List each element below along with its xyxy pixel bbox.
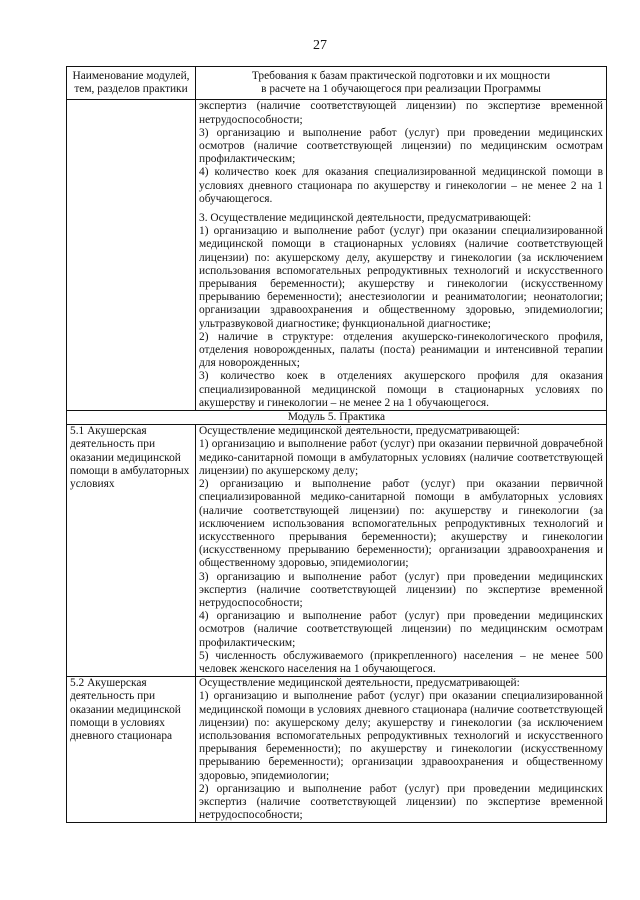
section3-item: 3) количество коек в отделениях акушерского профиля для оказания специализированной медицинской помощи в стационарных условиях по акушерству и гинекологии – не менее 2 на 1 обучающегося. (199, 370, 603, 409)
row-item: 2) организацию и выполнение работ (услуг) при проведении медицинских экспертиз (наличие соответствующей лицензии) по экспертизе временной нетрудоспособности; (199, 782, 603, 822)
row-item: 1) организацию и выполнение работ (услуг) при оказании первичной доврачебной медико-санитарной помощи в амбулаторных условиях (наличие соответствующей лицензии) по акушерскому делу; (199, 438, 603, 477)
row-item: 1) организацию и выполнение работ (услуг) при оказании специализированной медицинской помощи в условиях дневного стационара (наличие соответствующей лицензии) по: акушерскому делу; акушерству и гинекологии (за исключением использования вспомогательных репродуктивных технологий и искусственного прерывания беременности); по акушерству и гинекологии (искусственному прерыванию беременности); организации здравоохранения и общественному здоровью, эпидемиологии; (199, 690, 603, 782)
row-requirements (196, 677, 607, 823)
header-requirements (196, 67, 607, 100)
requirements-table (66, 66, 607, 823)
continued-item: 4) количество коек для оказания специализированной медицинской помощи в условиях дневного стационара по акушерству и гинекологии – не менее 2 на 1 обучающегося. (199, 166, 603, 205)
row-item: 5) численность обслуживаемого (прикрепленного) населения – не менее 500 человек женского населения на 1 обучающегося. (199, 649, 603, 675)
table-row-continued (67, 100, 607, 411)
continued-item: экспертиз (наличие соответствующей лицензии) по экспертизе временной нетрудоспособности; (199, 100, 603, 126)
continued-item: 3) организацию и выполнение работ (услуг) при проведении медицинских осмотров (наличие соответствующей лицензии) по медицинским осмотрам профилактическим; (199, 126, 603, 166)
table-row (67, 425, 607, 677)
section3-item: 1) организацию и выполнение работ (услуг) при оказании специализированной медицинской помощи в стационарных условиях (наличие соответствующей лицензии) по: акушерскому делу, акушерству и гинекологии (за исключением использования вспомогательных репродуктивных технологий и искусственного прерывания беременности); акушерству и гинекологии (искусственному прерыванию беременности); анестезиологии и реаниматологии; неонатологии; организации здравоохранения и общественному здоровью, эпидемиологии; ультразвуковой диагностике; функциональной диагностике; (199, 225, 603, 330)
continued-name-cell (67, 100, 196, 411)
table-header-row (67, 67, 607, 100)
header-modules: Наименование модулей, тем, разделов практики (67, 67, 196, 100)
row-item: 3) организацию и выполнение работ (услуг) при проведении медицинских экспертиз (наличие соответствующей лицензии) по экспертизе временной нетрудоспособности; (199, 570, 603, 609)
header-requirements-line2: в расчете на 1 обучающегося при реализации Программы (261, 83, 541, 96)
table-row (67, 677, 607, 823)
page-number: 27 (313, 38, 327, 53)
row-item: 4) организацию и выполнение работ (услуг) при проведении медицинских осмотров (наличие соответствующей лицензии) по медицинским осмотрам профилактическим; (199, 610, 603, 649)
header-requirements-line1: Требования к базам практической подготовки и их мощности (251, 70, 551, 82)
module-title-row (67, 411, 607, 425)
row-item: 2) организацию и выполнение работ (услуг) при оказании первичной специализированной медико-санитарной помощи в амбулаторных условиях (наличие соответствующей лицензии) по: акушерству и гинекологии (за исключением использования вспомогательных репродуктивных технологий и искусственного прерывания беременности); акушерству и гинекологии (искусственному прерыванию беременности); организации здравоохранения и общественному здоровью, эпидемиологии; (199, 478, 603, 570)
continued-requirements-cell (196, 100, 607, 411)
row-intro: Осуществление медицинской деятельности, предусматривающей: (199, 677, 520, 690)
row-requirements (196, 425, 607, 677)
row-name: 5.1 Акушерская деятельность при оказании медицинской помощи в амбулаторных условиях (67, 425, 196, 677)
row-intro: Осуществление медицинской деятельности, предусматривающей: (199, 425, 520, 438)
row-name: 5.2 Акушерская деятельность при оказании медицинской помощи в условиях дневного стационара (67, 677, 196, 823)
section3-item: 2) наличие в структуре: отделения акушерско-гинекологического профиля, отделения новорожденных, палаты (поста) реанимации и интенсивной терапии для новорожденных; (199, 330, 603, 370)
module-title: Модуль 5. Практика (67, 411, 607, 425)
section3-title: 3. Осуществление медицинской деятельности, предусматривающей: (199, 212, 532, 225)
